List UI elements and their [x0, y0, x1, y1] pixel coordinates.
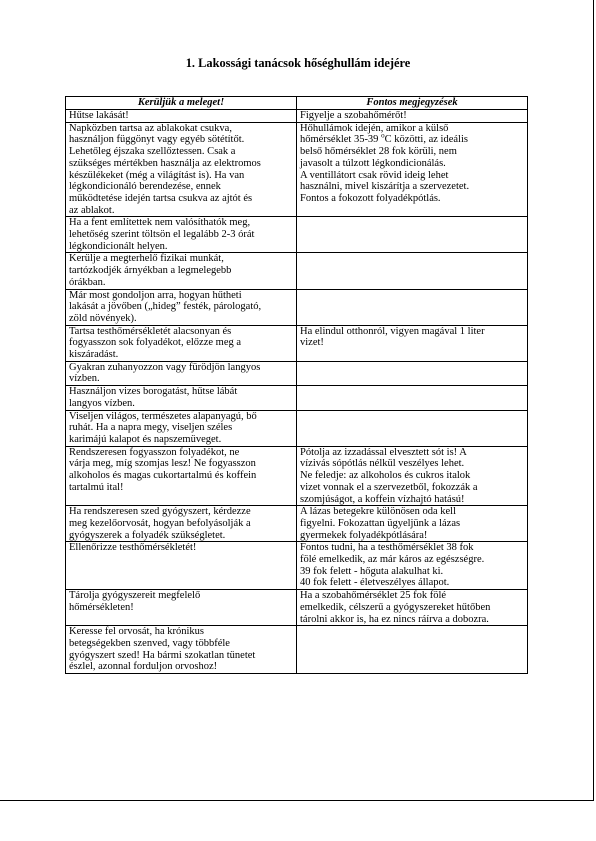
note-text: A lázas betegekre különösen oda kell figyelni. Fokozattan ügyeljünk a lázas gyermekek folyadékpótlására! [300, 506, 461, 541]
note-cell [297, 410, 528, 446]
advice-cell [66, 542, 297, 590]
note-cell [297, 361, 528, 385]
table-row [66, 110, 528, 123]
advice-cell [66, 122, 297, 217]
note-cell [297, 325, 528, 361]
advice-text: Viseljen világos, természetes alapanyagú, bő ruhát. Ha a napra megy, viseljen széles karimájú kalapot és napszemüveget. [69, 410, 257, 445]
advice-text: Használjon vizes borogatást, hűtse lábát langyos vízben. [69, 386, 238, 409]
advice-text: Rendszeresen fogyasszon folyadékot, ne várja meg, míg szomjas lesz! Ne fogyasszon alkoholos és magas cukortartalmú és koffein tartalmú ital! [69, 446, 257, 493]
advice-text: Napközben tartsa az ablakokat csukva, használjon függönyt vagy egyéb sötétítőt. Lehetőleg éjszaka szellőztessen. Csak a szükséges mértékben használja az elektromos készülékeket (még a világítást is). Ha van légkondicionáló berendezése, ennek működtetése idején tartsa csukva az ajtót és az ablakot. [69, 122, 261, 216]
advice-cell [66, 110, 297, 123]
advice-text: Már most gondoljon arra, hogyan hűtheti lakását a jövőben („hideg” festék, párologató, zöld növények). [69, 289, 262, 324]
advice-cell [66, 253, 297, 289]
note-text [300, 123, 524, 205]
advice-cell [66, 626, 297, 674]
note-cell [297, 446, 528, 506]
advice-text: Tartsa testhőmérsékletét alacsonyan és fogyasszon sok folyadékot, előzze meg a kiszáradást. [69, 325, 242, 361]
note-text-part: C közötti, az ideális belső hőmérséklet 28 fok körüli, nem javasolt a túlzott légkondicionálás. A ventillátort csak rövid ideig lehet használni, mivel kiszárítja a szervezetet. Fontos a fokozott folyadékpótlás. [300, 134, 470, 204]
degree-superscript: o [381, 131, 385, 140]
table-row [66, 361, 528, 385]
table-row [66, 626, 528, 674]
advice-text: Gyakran zuhanyozzon vagy fürödjön langyos vízben. [69, 361, 261, 385]
advice-cell [66, 410, 297, 446]
note-cell [297, 289, 528, 325]
table-header-row [66, 97, 528, 110]
table-row [66, 446, 528, 506]
advice-cell [66, 361, 297, 385]
note-cell [297, 217, 528, 253]
table-row [66, 122, 528, 217]
advice-text: Kerülje a megterhelő fizikai munkát, tartózkodjék árnyékban a legmelegebb órákban. [69, 253, 232, 288]
table-row [66, 253, 528, 289]
advice-text: Ellenőrizze testhőmérsékletét! [69, 542, 197, 554]
advice-text: Hűtse lakását! [69, 110, 129, 121]
advice-cell [66, 506, 297, 542]
note-cell [297, 253, 528, 289]
note-cell [297, 590, 528, 626]
advice-cell [66, 289, 297, 325]
advice-table [65, 96, 528, 674]
advice-cell [66, 590, 297, 626]
note-text-part: Hőhullámok idején, amikor a külső hőmérséklet 35-39 [300, 122, 449, 146]
note-cell [297, 626, 528, 674]
document-title: 1. Lakossági tanácsok hőséghullám idejére [185, 56, 411, 70]
note-text: Figyelje a szobahőmérőt! [300, 110, 407, 121]
page-border-bottom [0, 800, 594, 801]
advice-text: Ha rendszeresen szed gyógyszert, kérdezze meg kezelőorvosát, hogyan befolyásolják a gyógyszerek a folyadék szükségletet. [69, 506, 251, 541]
advice-text: Ha a fent említettek nem valósíthatók meg, lehetőség szerint töltsön el legalább 2-3 órát légkondicionált helyen. [69, 217, 255, 252]
note-cell [297, 542, 528, 590]
advice-text: Tárolja gyógyszereit megfelelő hőmérsékleten! [69, 590, 201, 613]
note-cell [297, 110, 528, 123]
advice-cell [66, 446, 297, 506]
advice-cell [66, 217, 297, 253]
table-row [66, 590, 528, 626]
note-text: Ha elindul otthonról, vigyen magával 1 liter vizet! [300, 325, 485, 349]
table-row [66, 542, 528, 590]
table-row [66, 410, 528, 446]
column-header-notes: Fontos megjegyzések [297, 97, 528, 110]
note-cell [297, 122, 528, 217]
table-row [66, 386, 528, 410]
column-header-avoid-heat: Kerüljük a meleget! [66, 97, 297, 110]
advice-text: Keresse fel orvosát, ha krónikus betegségekben szenved, vagy többféle gyógyszert szed! Ha bármi szokatlan tünetet észlel, azonnal forduljon orvoshoz! [69, 626, 256, 673]
note-text: Ha a szobahőmérséklet 25 fok fölé emelkedik, célszerű a gyógyszereket hűtőben tárolni akkor is, ha ez nincs ráírva a dobozra. [300, 590, 491, 625]
note-cell [297, 506, 528, 542]
advice-cell [66, 386, 297, 410]
table-row [66, 325, 528, 361]
table-row [66, 289, 528, 325]
note-cell [297, 386, 528, 410]
note-text: Fontos tudni, ha a testhőmérséklet 38 fok fölé emelkedik, az már káros az egészségre. 39 fok felett - hőguta alakulhat ki. 40 fok felett - életveszélyes állapot. [300, 542, 485, 589]
table-row [66, 217, 528, 253]
page-border-right [593, 0, 594, 800]
advice-cell [66, 325, 297, 361]
table-row [66, 506, 528, 542]
note-text: Pótolja az izzadással elvesztett sót is! A vízivás sópótlás nélkül veszélyes lehet. Ne feledje: az alkoholos és cukros italok vizet vonnak el a szervezetből, fokozzák a szomjúságot, a koffein vízhajtó hatású! [300, 446, 478, 505]
